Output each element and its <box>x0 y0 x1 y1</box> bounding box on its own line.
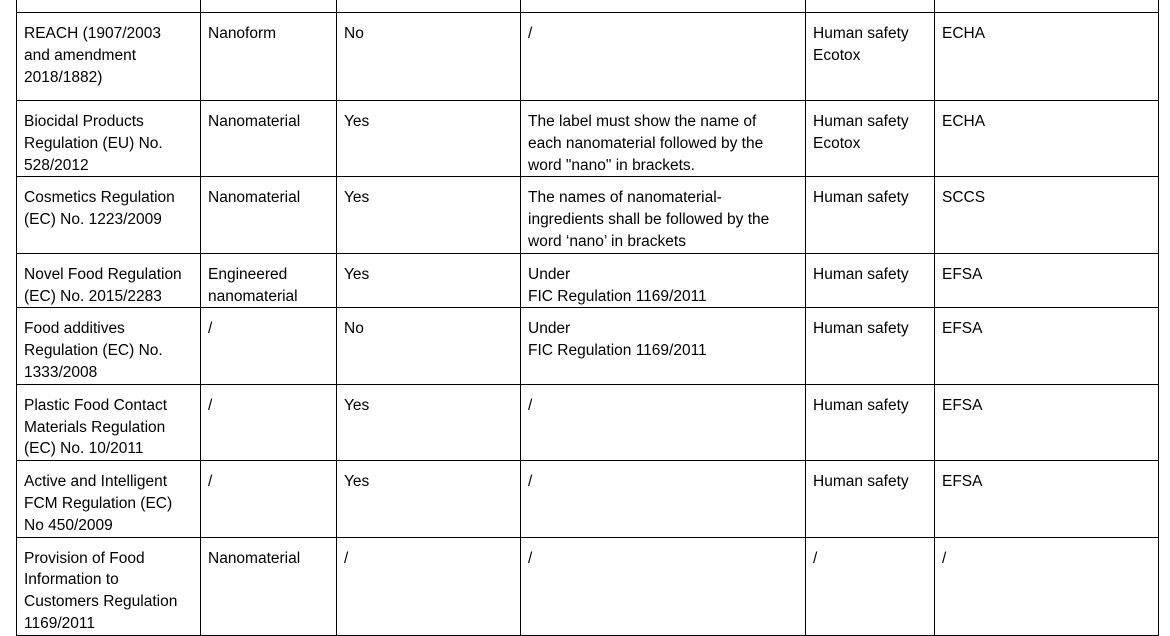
term-cell: Nanomaterial <box>201 537 337 635</box>
regulation-cell: Biocidal Products Regulation (EU) No. 528/2012 <box>17 101 201 177</box>
labelling-cell: No <box>337 13 521 101</box>
agency-cell: ECHA <box>935 13 1159 101</box>
labelling-cell: Yes <box>337 461 521 537</box>
labelling-cell: Yes <box>337 253 521 308</box>
agency-cell: EFSA <box>935 384 1159 460</box>
table-row <box>17 253 1159 308</box>
scope-cell: Human safety Ecotox <box>806 101 935 177</box>
table-cell <box>521 0 806 13</box>
term-cell: / <box>201 308 337 384</box>
agency-cell: / <box>935 537 1159 635</box>
table-row <box>17 101 1159 177</box>
regulation-cell: REACH (1907/2003 and amendment 2018/1882) <box>17 13 201 101</box>
scope-cell: Human safety <box>806 461 935 537</box>
term-cell: Engineered nanomaterial <box>201 253 337 308</box>
scope-cell: Human safety Ecotox <box>806 13 935 101</box>
term-cell: Nanomaterial <box>201 101 337 177</box>
regulation-cell: Food additives Regulation (EC) No. 1333/2008 <box>17 308 201 384</box>
scope-cell: Human safety <box>806 253 935 308</box>
table-cell <box>806 0 935 13</box>
labelling-cell: No <box>337 308 521 384</box>
term-cell: Nanoform <box>201 13 337 101</box>
term-cell: / <box>201 461 337 537</box>
agency-cell: SCCS <box>935 177 1159 253</box>
table-row <box>17 537 1159 635</box>
table-cell <box>935 0 1159 13</box>
label-requirement-cell: Under FIC Regulation 1169/2011 <box>521 253 806 308</box>
agency-cell: EFSA <box>935 308 1159 384</box>
scope-cell: Human safety <box>806 177 935 253</box>
regulation-cell: Active and Intelligent FCM Regulation (EC) No 450/2009 <box>17 461 201 537</box>
table-row <box>17 308 1159 384</box>
regulation-table <box>16 0 1159 636</box>
table-row <box>17 461 1159 537</box>
label-requirement-cell: / <box>521 384 806 460</box>
table-cell <box>201 0 337 13</box>
agency-cell: EFSA <box>935 461 1159 537</box>
table-row-previous-edge <box>17 0 1159 13</box>
label-requirement-cell: Under FIC Regulation 1169/2011 <box>521 308 806 384</box>
label-requirement-cell: / <box>521 461 806 537</box>
regulation-cell: Cosmetics Regulation (EC) No. 1223/2009 <box>17 177 201 253</box>
term-cell: Nanomaterial <box>201 177 337 253</box>
table-cell <box>337 0 521 13</box>
scope-cell: Human safety <box>806 308 935 384</box>
labelling-cell: Yes <box>337 177 521 253</box>
regulation-cell: Plastic Food Contact Materials Regulation (EC) No. 10/2011 <box>17 384 201 460</box>
regulation-cell: Novel Food Regulation (EC) No. 2015/2283 <box>17 253 201 308</box>
label-requirement-cell: The label must show the name of each nanomaterial followed by the word "nano" in brackets. <box>521 101 806 177</box>
regulation-cell: Provision of Food Information to Customers Regulation 1169/2011 <box>17 537 201 635</box>
table-row <box>17 13 1159 101</box>
labelling-cell: Yes <box>337 101 521 177</box>
table-row <box>17 177 1159 253</box>
label-requirement-cell: / <box>521 13 806 101</box>
agency-cell: ECHA <box>935 101 1159 177</box>
table-cell <box>17 0 201 13</box>
agency-cell: EFSA <box>935 253 1159 308</box>
label-requirement-cell: The names of nanomaterial- ingredients shall be followed by the word ‘nano’ in brackets <box>521 177 806 253</box>
term-cell: / <box>201 384 337 460</box>
labelling-cell: Yes <box>337 384 521 460</box>
table-row <box>17 384 1159 460</box>
label-requirement-cell: / <box>521 537 806 635</box>
labelling-cell: / <box>337 537 521 635</box>
scope-cell: Human safety <box>806 384 935 460</box>
scope-cell: / <box>806 537 935 635</box>
